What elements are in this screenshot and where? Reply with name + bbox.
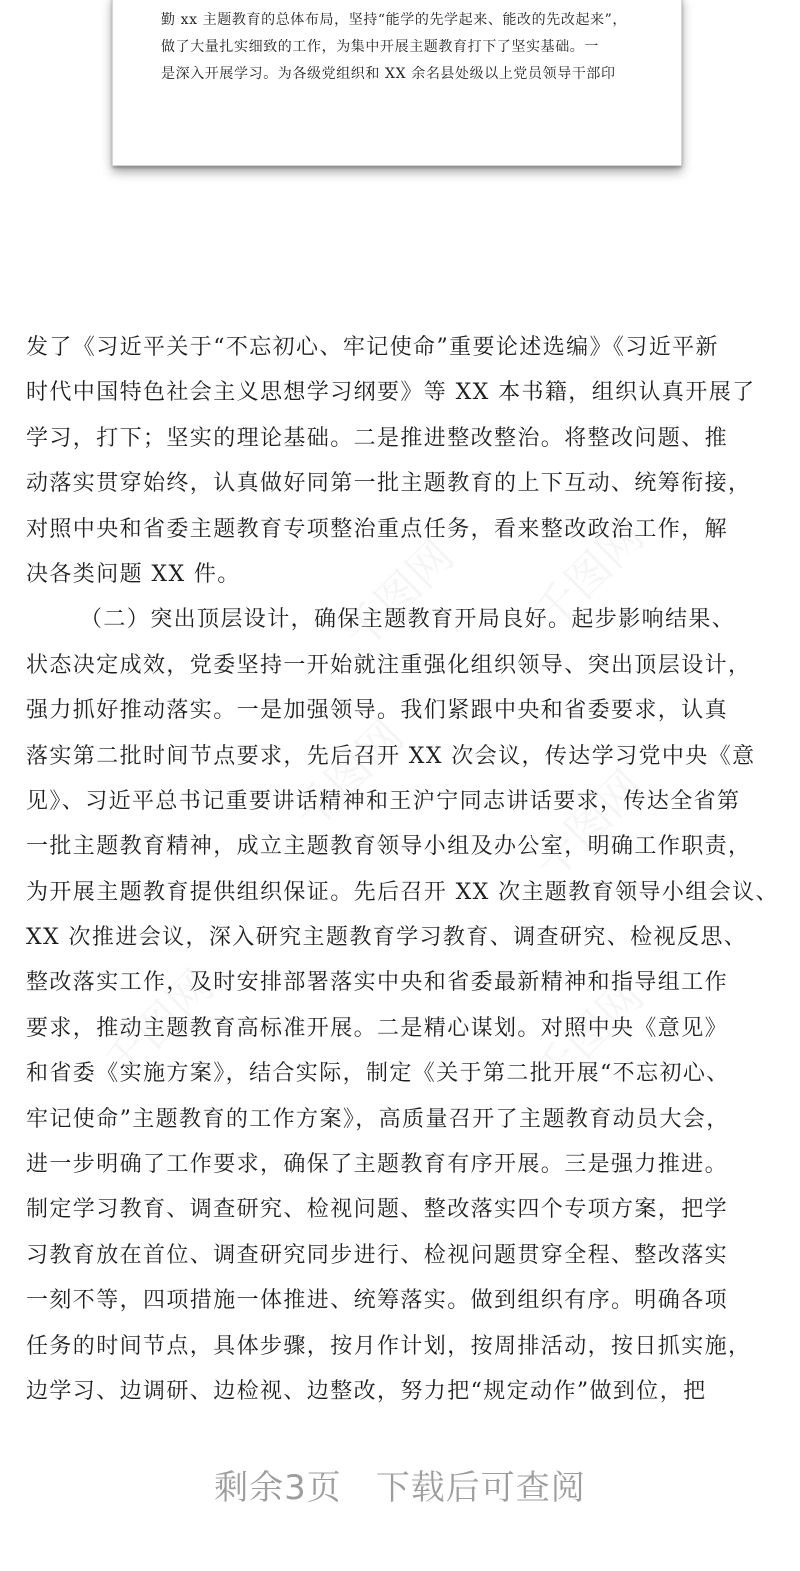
body-line: 动落实贯穿始终，认真做好同第一批主题教育的上下互动、统筹衔接， xyxy=(26,471,752,497)
body-line: 一刻不等，四项措施一体推进、统筹落实。做到组织有序。明确各项 xyxy=(26,1288,729,1314)
body-line: 强力抓好推动落实。一是加强领导。我们紧跟中央和省委要求，认真 xyxy=(26,698,729,724)
body-line: 进一步明确了工作要求，确保了主题教育有序开展。三是强力推进。 xyxy=(26,1152,729,1178)
body-line: 一批主题教育精神，成立主题教育领导小组及办公室，明确工作职责， xyxy=(26,834,752,860)
body-line: 制定学习教育、调查研究、检视问题、整改落实四个专项方案，把学 xyxy=(26,1197,729,1223)
preview-page-card xyxy=(112,0,682,166)
body-line: 状态决定成效，党委坚持一开始就注重强化组织领导、突出顶层设计， xyxy=(26,652,752,678)
preview-line: 是深入开展学习。为各级党组织和 XX 余名县处级以上党员领导干部印 xyxy=(161,66,616,82)
download-hint-label: 下载后可查阅 xyxy=(375,1468,586,1508)
section-heading-line: （二）突出顶层设计，确保主题教育开局良好。起步影响结果、 xyxy=(80,607,736,633)
body-line: 边学习、边调研、边检视、边整改，努力把“规定动作”做到位，把 xyxy=(26,1378,707,1404)
body-line: 落实第二批时间节点要求，先后召开 XX 次会议，传达学习党中央《意 xyxy=(26,743,756,769)
remaining-pages-label: 剩余3页 xyxy=(214,1468,342,1508)
body-line: 见》、习近平总书记重要讲话精神和王沪宁同志讲话要求，传达全省第 xyxy=(26,788,741,814)
body-line: 牢记使命”主题教育的工作方案》，高质量召开了主题教育动员大会， xyxy=(26,1106,730,1132)
body-line: 学习，打下；坚实的理论基础。二是推进整改整治。将整改问题、推 xyxy=(26,425,729,451)
body-line: XX 次推进会议，深入研究主题教育学习教育、调查研究、检视反思、 xyxy=(26,925,748,951)
watermark: 千图网 xyxy=(524,760,654,890)
watermark: 千图网 xyxy=(94,960,224,1090)
body-line: 整改落实工作，及时安排部署落实中央和省委最新精神和指导组工作 xyxy=(26,970,729,996)
body-line: 任务的时间节点，具体步骤，按月作计划，按周排活动，按日抓实施， xyxy=(26,1333,752,1359)
body-line: 对照中央和省委主题教育专项整治重点任务，看来整改政治工作，解 xyxy=(26,516,729,542)
body-line: 时代中国特色社会主义思想学习纲要》等 XX 本书籍，组织认真开展了 xyxy=(26,380,756,406)
remaining-pages-notice[interactable] xyxy=(0,1460,800,1509)
watermark: 千图网 xyxy=(524,970,654,1100)
body-line: 为开展主题教育提供组织保证。先后召开 XX 次主题教育领导小组会议、 xyxy=(26,879,779,905)
body-line: 发了《习近平关于“不忘初心、牢记使命”重要论述选编》《习近平新 xyxy=(26,335,719,360)
preview-line: 勤 xx 主题教育的总体布局，坚持“能学的先学起来、能改的先改起来”， xyxy=(161,12,628,28)
preview-line: 做了大量扎实细致的工作，为集中开展主题教育打下了坚实基础。一 xyxy=(161,39,599,55)
watermark: 千图网 xyxy=(284,710,414,840)
preview-text-block xyxy=(161,7,661,88)
body-line: 习教育放在首位、调查研究同步进行、检视问题贯穿全程、整改落实 xyxy=(26,1242,729,1268)
body-line: 决各类问题 XX 件。 xyxy=(26,561,241,587)
body-line: 和省委《实施方案》，结合实际，制定《关于第二批开展“不忘初心、 xyxy=(26,1061,730,1087)
watermark: 千图网 xyxy=(334,530,464,660)
body-line: 要求，推动主题教育高标准开展。二是精心谋划。对照中央《意见》 xyxy=(26,1015,729,1041)
watermark: 千图网 xyxy=(524,510,654,640)
document-body xyxy=(26,325,786,1414)
